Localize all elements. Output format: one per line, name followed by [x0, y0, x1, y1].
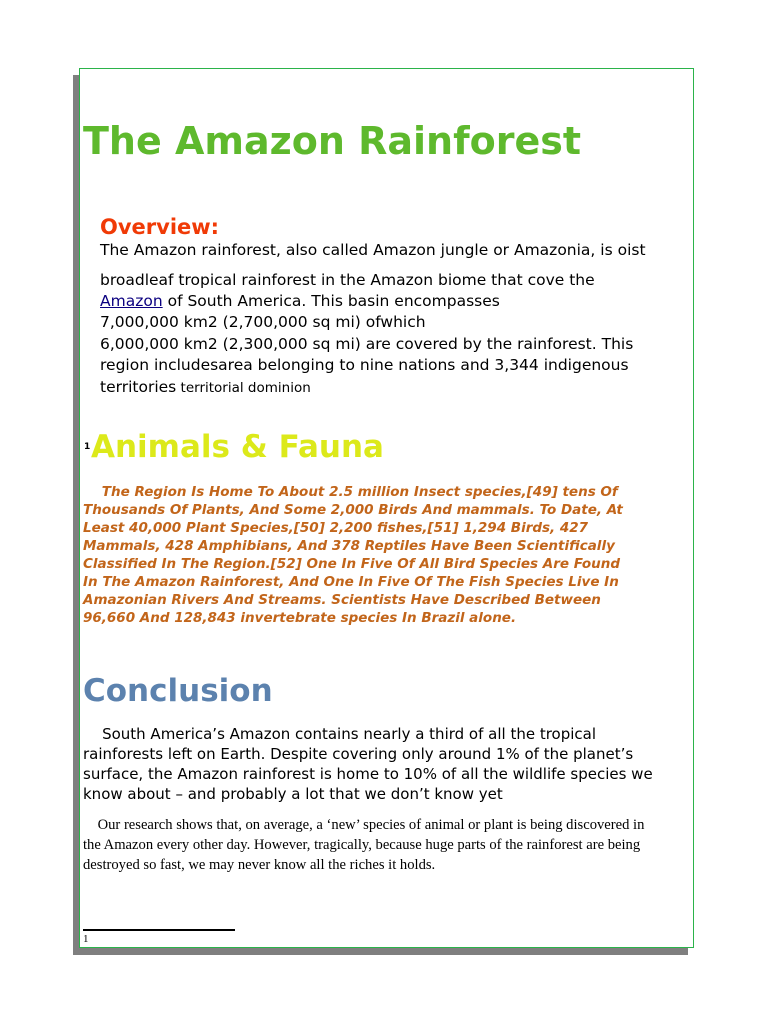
animals-line: Classified In The Region.[52] One In Five Of All Bird Species Are Found: [83, 556, 621, 572]
research-paragraph: [83, 815, 688, 875]
overview-heading: Overview:: [100, 215, 220, 239]
conclusion-line: know about – and probably a lot that we don’t know yet: [83, 785, 503, 803]
animals-line: Thousands Of Plants, And Some 2,000 Birds And mammals. To Date, At: [83, 502, 623, 518]
animals-line: Least 40,000 Plant Species,[50] 2,200 fishes,[51] 1,294 Birds, 427: [83, 520, 589, 536]
conclusion-line: South America’s Amazon contains nearly a third of all the tropical: [83, 725, 597, 743]
overview-line: 6,000,000 km2 (2,300,000 sq mi) are covered by the rainforest. This: [100, 334, 634, 353]
animals-paragraph: [83, 483, 683, 627]
research-line: Our research shows that, on average, a ‘new’ species of animal or plant is being discovered in: [83, 817, 645, 833]
overview-line: The Amazon rainforest, also called Amazon jungle or Amazonia, is oist: [100, 241, 646, 259]
animals-line: 96,660 And 128,843 invertebrate species In Brazil alone.: [83, 610, 517, 626]
overview-line: 7,000,000 km2 (2,700,000 sq mi) ofwhich: [100, 313, 426, 332]
document-title: The Amazon Rainforest: [83, 119, 582, 163]
footnote-number: 1: [83, 933, 89, 945]
overview-line: broadleaf tropical rainforest in the Amazon biome that cove the: [100, 271, 595, 289]
amazon-link[interactable]: Amazon: [100, 292, 163, 310]
research-line: destroyed so fast, we may never know all the riches it holds.: [83, 857, 436, 873]
overview-line: territories territorial dominion: [100, 377, 311, 396]
overview-paragraph: [100, 240, 690, 399]
document-page: [79, 68, 694, 948]
footnote-reference: 1: [84, 442, 91, 452]
animals-line: The Region Is Home To About 2.5 million Insect species,[49] tens Of: [83, 484, 618, 500]
footnote-separator: [83, 929, 235, 931]
conclusion-paragraph: [83, 724, 683, 804]
research-line: the Amazon every other day. However, tragically, because huge parts of the rainforest are being: [83, 837, 641, 853]
animals-heading: Animals & Fauna: [91, 429, 384, 465]
overview-line: region includesarea belonging to nine nations and 3,344 indigenous: [100, 356, 629, 375]
conclusion-line: surface, the Amazon rainforest is home to 10% of all the wildlife species we: [83, 765, 653, 783]
animals-line: Amazonian Rivers And Streams. Scientists Have Described Between: [83, 592, 601, 608]
animals-line: In The Amazon Rainforest, And One In Five Of The Fish Species Live In: [83, 574, 619, 590]
animals-line: Mammals, 428 Amphibians, And 378 Reptiles Have Been Scientifically: [83, 538, 615, 554]
conclusion-heading: Conclusion: [83, 673, 273, 709]
overview-line: Amazon of South America. This basin encompasses: [100, 292, 500, 310]
conclusion-line: rainforests left on Earth. Despite covering only around 1% of the planet’s: [83, 745, 634, 763]
